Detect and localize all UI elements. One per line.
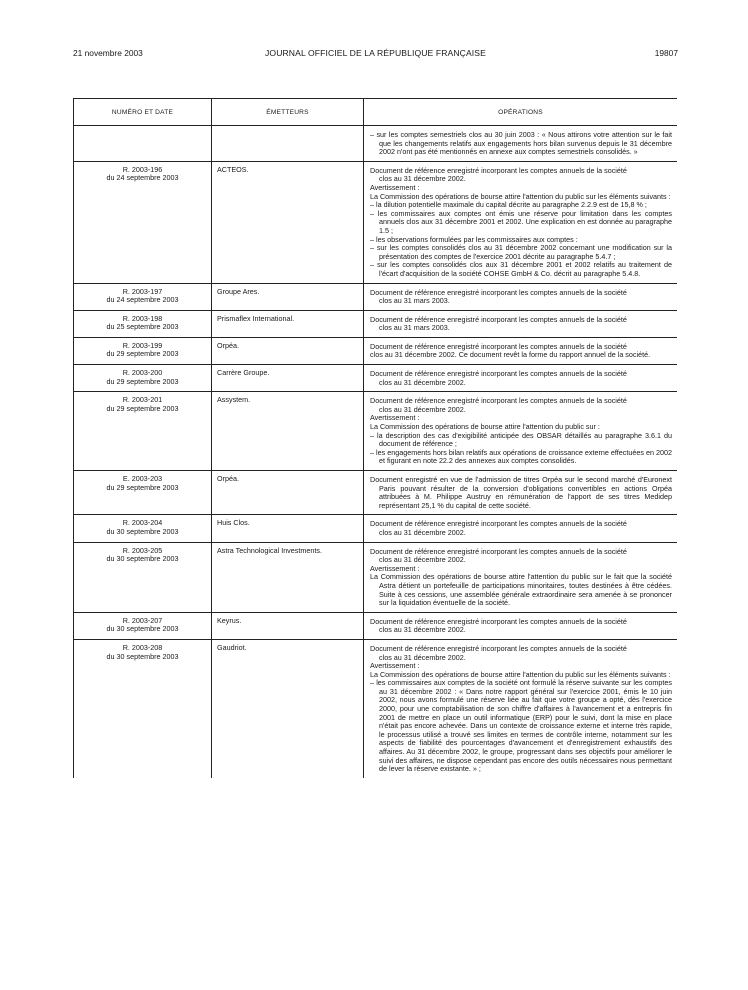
cell-operations (364, 515, 678, 542)
cell-emetteur: Gaudriot. (212, 639, 364, 777)
table-row (74, 126, 678, 162)
registration-number: R. 2003-207 (122, 615, 163, 625)
cell-emetteur: Orpéa. (212, 471, 364, 515)
operation-paragraph: Document de référence enregistré incorporant les comptes annuels de la société (370, 643, 627, 653)
operation-paragraph: – sur les comptes semestriels clos au 30 juin 2003 : « Nous attirons votre attention sur le fait que les changements relatifs aux engagements hors bilan survenus depuis le 31 décembre 2002 n'ont pas été mentionnés en annexe aux comptes semestriels consolidés. » (370, 130, 672, 157)
operation-paragraph: clos au 31 mars 2003. (379, 296, 450, 306)
registration-number: R. 2003-201 (122, 395, 163, 405)
registration-number: R. 2003-205 (122, 545, 163, 555)
registration-date: du 29 septembre 2003 (106, 376, 179, 386)
operation-paragraph: Document de référence enregistré incorporant les comptes annuels de la société (370, 396, 627, 406)
table-row (74, 310, 678, 337)
page-header (73, 48, 678, 62)
operation-paragraph: – les engagements hors bilan relatifs aux opérations de croissance externe effectuées en 2002 et figurant en note 22.2 des annexes aux comptes consolidés. (370, 447, 672, 466)
cell-emetteur: Keyrus. (212, 612, 364, 639)
operation-paragraph: Document de référence enregistré incorporant les comptes annuels de la société (370, 165, 627, 175)
cell-emetteur: ACTEOS. (212, 161, 364, 283)
registration-date: du 29 septembre 2003 (106, 403, 179, 413)
cell-numero-date (74, 639, 212, 777)
registration-date: du 30 septembre 2003 (106, 526, 179, 536)
cell-emetteur: Assystem. (212, 392, 364, 471)
table-row (74, 542, 678, 612)
operation-paragraph: Document de référence enregistré incorporant les comptes annuels de la société (370, 341, 627, 351)
cell-operations (364, 310, 678, 337)
operation-paragraph: Avertissement : (370, 661, 420, 671)
cell-numero-date (74, 161, 212, 283)
operation-paragraph: La Commission des opérations de bourse attire l'attention du public sur le fait que la société Astra détient un portefeuille de participations minoritaires, toutes destinées à être cédées. Suite à ces cessions, une assemblée générale extraordinaire sera amenée à se prononcer sur la liquidation éventuelle de la société. (370, 572, 672, 608)
table-row (74, 612, 678, 639)
registrations-table-container (73, 98, 677, 990)
table-row (74, 337, 678, 364)
operation-paragraph: clos au 31 décembre 2002. (379, 625, 466, 635)
operation-paragraph: – les commissaires aux comptes de la société ont formulé la réserve suivante sur les comptes au 31 décembre 2002 : « Dans notre rapport général sur l'exercice 2001, émis le 10 juin 2002, nous avons formulé une réserve liée au fait que votre groupe a opté, dès l'exercice 2000, pour une comptabilisation de son chiffre d'affaires à l'avancement et a entrepris fin 2001 de mettre en place un outil informatique (ERP) pour le suivi, dont la mise en place n'était pas encore achevée. Dans un contexte de croissance externe et interne très rapide, le processus utilisé a trouvé ses limites en termes de contrôle interne, notamment sur les aspects de fiabilité des pourcentages d'avancement et d'enregistrement exhaustifs des affaires. Au 31 décembre 2002, le groupe, progressant dans ses objectifs pour améliorer le suivi des affaires, ne dispose cependant pas encore des outils nécessaires nous permettant de lever la réserve existante. » ; (370, 678, 672, 774)
table-row (74, 161, 678, 283)
operation-paragraph: Document de référence enregistré incorporant les comptes annuels de la société (370, 314, 627, 324)
operation-paragraph: clos au 31 décembre 2002. (379, 404, 466, 414)
cell-numero-date (74, 310, 212, 337)
column-header-emetteurs: ÉMETTEURS (212, 99, 364, 126)
operation-paragraph: – la description des cas d'exigibilité anticipée des OBSAR détaillés au paragraphe 3.6.1 du document de référence ; (370, 430, 672, 449)
page-number: 19807 (654, 48, 678, 58)
cell-operations (364, 365, 678, 392)
cell-emetteur: Carrère Groupe. (212, 365, 364, 392)
registration-number: R. 2003-200 (122, 368, 163, 378)
cell-numero-date (74, 392, 212, 471)
operation-paragraph: – sur les comptes consolidés clos au 31 décembre 2002 concernant une modification sur la présentation des comptes de l'exercice 2001 décrite au paragraphe 5.4.7 ; (370, 243, 672, 261)
operation-paragraph: – les observations formulées par les commissaires aux comptes : (370, 234, 578, 244)
operation-paragraph: Avertissement : (370, 563, 420, 573)
table-row (74, 392, 678, 471)
header-row (74, 99, 678, 126)
cell-numero-date (74, 283, 212, 310)
registrations-table (73, 98, 677, 778)
operation-paragraph: clos au 31 décembre 2002. (379, 527, 466, 537)
registration-date: du 29 septembre 2003 (106, 349, 179, 359)
operation-paragraph: Avertissement : (370, 182, 420, 192)
operation-paragraph: Document enregistré en vue de l'admission de titres Orpéa sur le second marché d'Euronext Paris pouvant résulter de la conversion d'obligations convertibles en actions Orpéa attribuées à M. Philippe Austruy en rémunération de l'apport de ses titres Medidep représentant 25,1 % du capital de cette société. (370, 475, 672, 510)
cell-numero-date (74, 365, 212, 392)
column-header-operations: OPÉRATIONS (364, 99, 678, 126)
registration-number: R. 2003-196 (122, 164, 163, 174)
operation-paragraph: clos au 31 décembre 2002. (379, 174, 466, 184)
operation-paragraph: La Commission des opérations de bourse attire l'attention du public sur les éléments suivants : (370, 191, 671, 201)
cell-operations (364, 161, 678, 283)
registration-number: E. 2003-203 (122, 474, 163, 483)
cell-operations (364, 612, 678, 639)
cell-emetteur: Prismaflex International. (212, 310, 364, 337)
cell-emetteur: Groupe Ares. (212, 283, 364, 310)
operation-paragraph: clos au 31 décembre 2002. (379, 652, 466, 662)
operation-paragraph: Document de référence enregistré incorporant les comptes annuels de la société (370, 519, 627, 529)
registration-date: du 30 septembre 2003 (106, 624, 179, 634)
table-row (74, 471, 678, 515)
cell-numero-date (74, 612, 212, 639)
operation-paragraph: Document de référence enregistré incorporant les comptes annuels de la société (370, 369, 627, 379)
cell-numero-date (74, 126, 212, 162)
operation-paragraph: clos au 31 décembre 2002. (379, 555, 466, 565)
registration-date: du 30 septembre 2003 (106, 651, 179, 661)
cell-numero-date (74, 337, 212, 364)
cell-emetteur: Orpéa. (212, 337, 364, 364)
table-row (74, 283, 678, 310)
table-row (74, 365, 678, 392)
cell-operations (364, 337, 678, 364)
registration-number: R. 2003-199 (122, 340, 163, 350)
operation-paragraph: Document de référence enregistré incorporant les comptes annuels de la société (370, 616, 627, 626)
table-header (74, 99, 678, 126)
registration-date: du 29 septembre 2003 (106, 482, 179, 492)
cell-emetteur (212, 126, 364, 162)
cell-operations (364, 126, 678, 162)
operation-paragraph: Document de référence enregistré incorporant les comptes annuels de la société (370, 287, 627, 297)
cell-operations (364, 283, 678, 310)
operation-paragraph: clos au 31 décembre 2002. (379, 377, 466, 387)
operation-paragraph: – sur les comptes consolidés clos aux 31 décembre 2001 et 2002 relatifs au traitement de l'écart d'acquisition de la société COHSE GmbH & Co. décrit au paragraphe 5.4.8. (370, 260, 672, 278)
operation-paragraph: clos au 31 mars 2003. (379, 323, 450, 333)
operation-paragraph: Document de référence enregistré incorporant les comptes annuels de la société (370, 546, 627, 556)
cell-operations (364, 639, 678, 777)
cell-numero-date (74, 542, 212, 612)
registration-date: du 24 septembre 2003 (106, 295, 179, 305)
cell-numero-date (74, 471, 212, 515)
table-body (74, 126, 678, 778)
operation-paragraph: La Commission des opérations de bourse attire l'attention du public sur les éléments suivants : (370, 669, 671, 679)
cell-emetteur: Huis Clos. (212, 515, 364, 542)
header-date: 21 novembre 2003 (73, 48, 143, 58)
operation-paragraph: Avertissement : (370, 413, 420, 423)
cell-operations (364, 392, 678, 471)
table-row (74, 515, 678, 542)
operation-paragraph: – les commissaires aux comptes ont émis une réserve pour limitation dans les comptes annuels clos aux 31 décembre 2001 et 2002. Une explication en est donnée au paragraphe 1.5 ; (370, 208, 672, 235)
operation-paragraph: clos au 31 décembre 2002. Ce document revêt la forme du rapport annuel de la société. (370, 350, 651, 360)
column-header-numero: NUMÉRO ET DATE (74, 99, 212, 126)
cell-operations (364, 542, 678, 612)
operation-paragraph: – la dilution potentielle maximale du capital décrite au paragraphe 2.2.9 est de 15,8 % ; (370, 200, 647, 210)
registration-date: du 30 septembre 2003 (106, 554, 179, 564)
registration-date: du 24 septembre 2003 (106, 173, 179, 183)
table-row (74, 639, 678, 777)
registration-date: du 25 septembre 2003 (106, 322, 179, 332)
registration-number: R. 2003-208 (122, 642, 163, 652)
cell-operations (364, 471, 678, 515)
registration-number: R. 2003-198 (122, 313, 163, 323)
cell-numero-date (74, 515, 212, 542)
journal-title: JOURNAL OFFICIEL DE LA RÉPUBLIQUE FRANÇAISE (265, 48, 486, 58)
operation-paragraph: La Commission des opérations de bourse attire l'attention du public sur : (370, 422, 600, 432)
cell-emetteur: Astra Technological Investments. (212, 542, 364, 612)
registration-number: R. 2003-204 (122, 518, 163, 528)
registration-number: R. 2003-197 (122, 286, 163, 296)
